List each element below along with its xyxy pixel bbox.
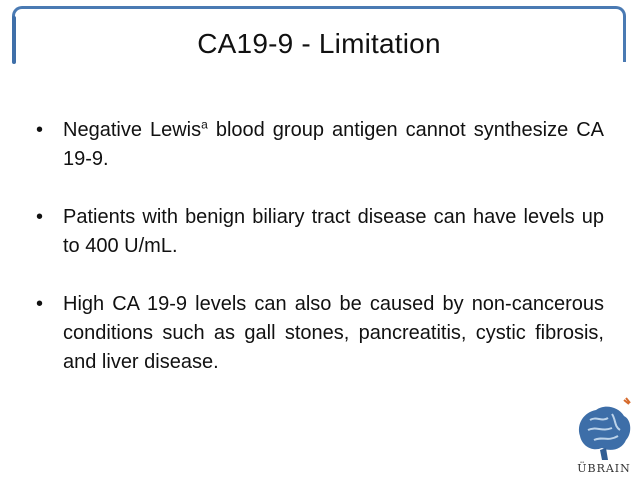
superscript: a xyxy=(201,117,208,132)
bullet-item xyxy=(36,203,604,261)
brain-icon xyxy=(572,396,636,462)
bullet-marker: • xyxy=(36,293,44,315)
ubrain-logo xyxy=(572,396,636,476)
logo-text: ÜBRAIN xyxy=(577,462,631,475)
bullet-item xyxy=(36,116,604,174)
bullet-list xyxy=(36,116,604,406)
bullet-text: Patients with benign biliary tract disease can have levels up to 400 U/mL. xyxy=(63,206,604,257)
bullet-text-part: Negative Lewis xyxy=(63,119,202,141)
bullet-marker: • xyxy=(36,119,44,141)
bullet-text: High CA 19-9 levels can also be caused by non-cancerous conditions such as gall stones, pancreatitis, cystic fibrosis, and liver disease. xyxy=(63,293,604,373)
bullet-text xyxy=(63,119,604,170)
bullet-item xyxy=(36,290,604,377)
slide-title: CA19-9 - Limitation xyxy=(197,28,441,59)
bullet-text-part: blood group antigen cannot synthesize CA 19-9. xyxy=(63,119,605,170)
bullet-marker: • xyxy=(36,206,44,228)
